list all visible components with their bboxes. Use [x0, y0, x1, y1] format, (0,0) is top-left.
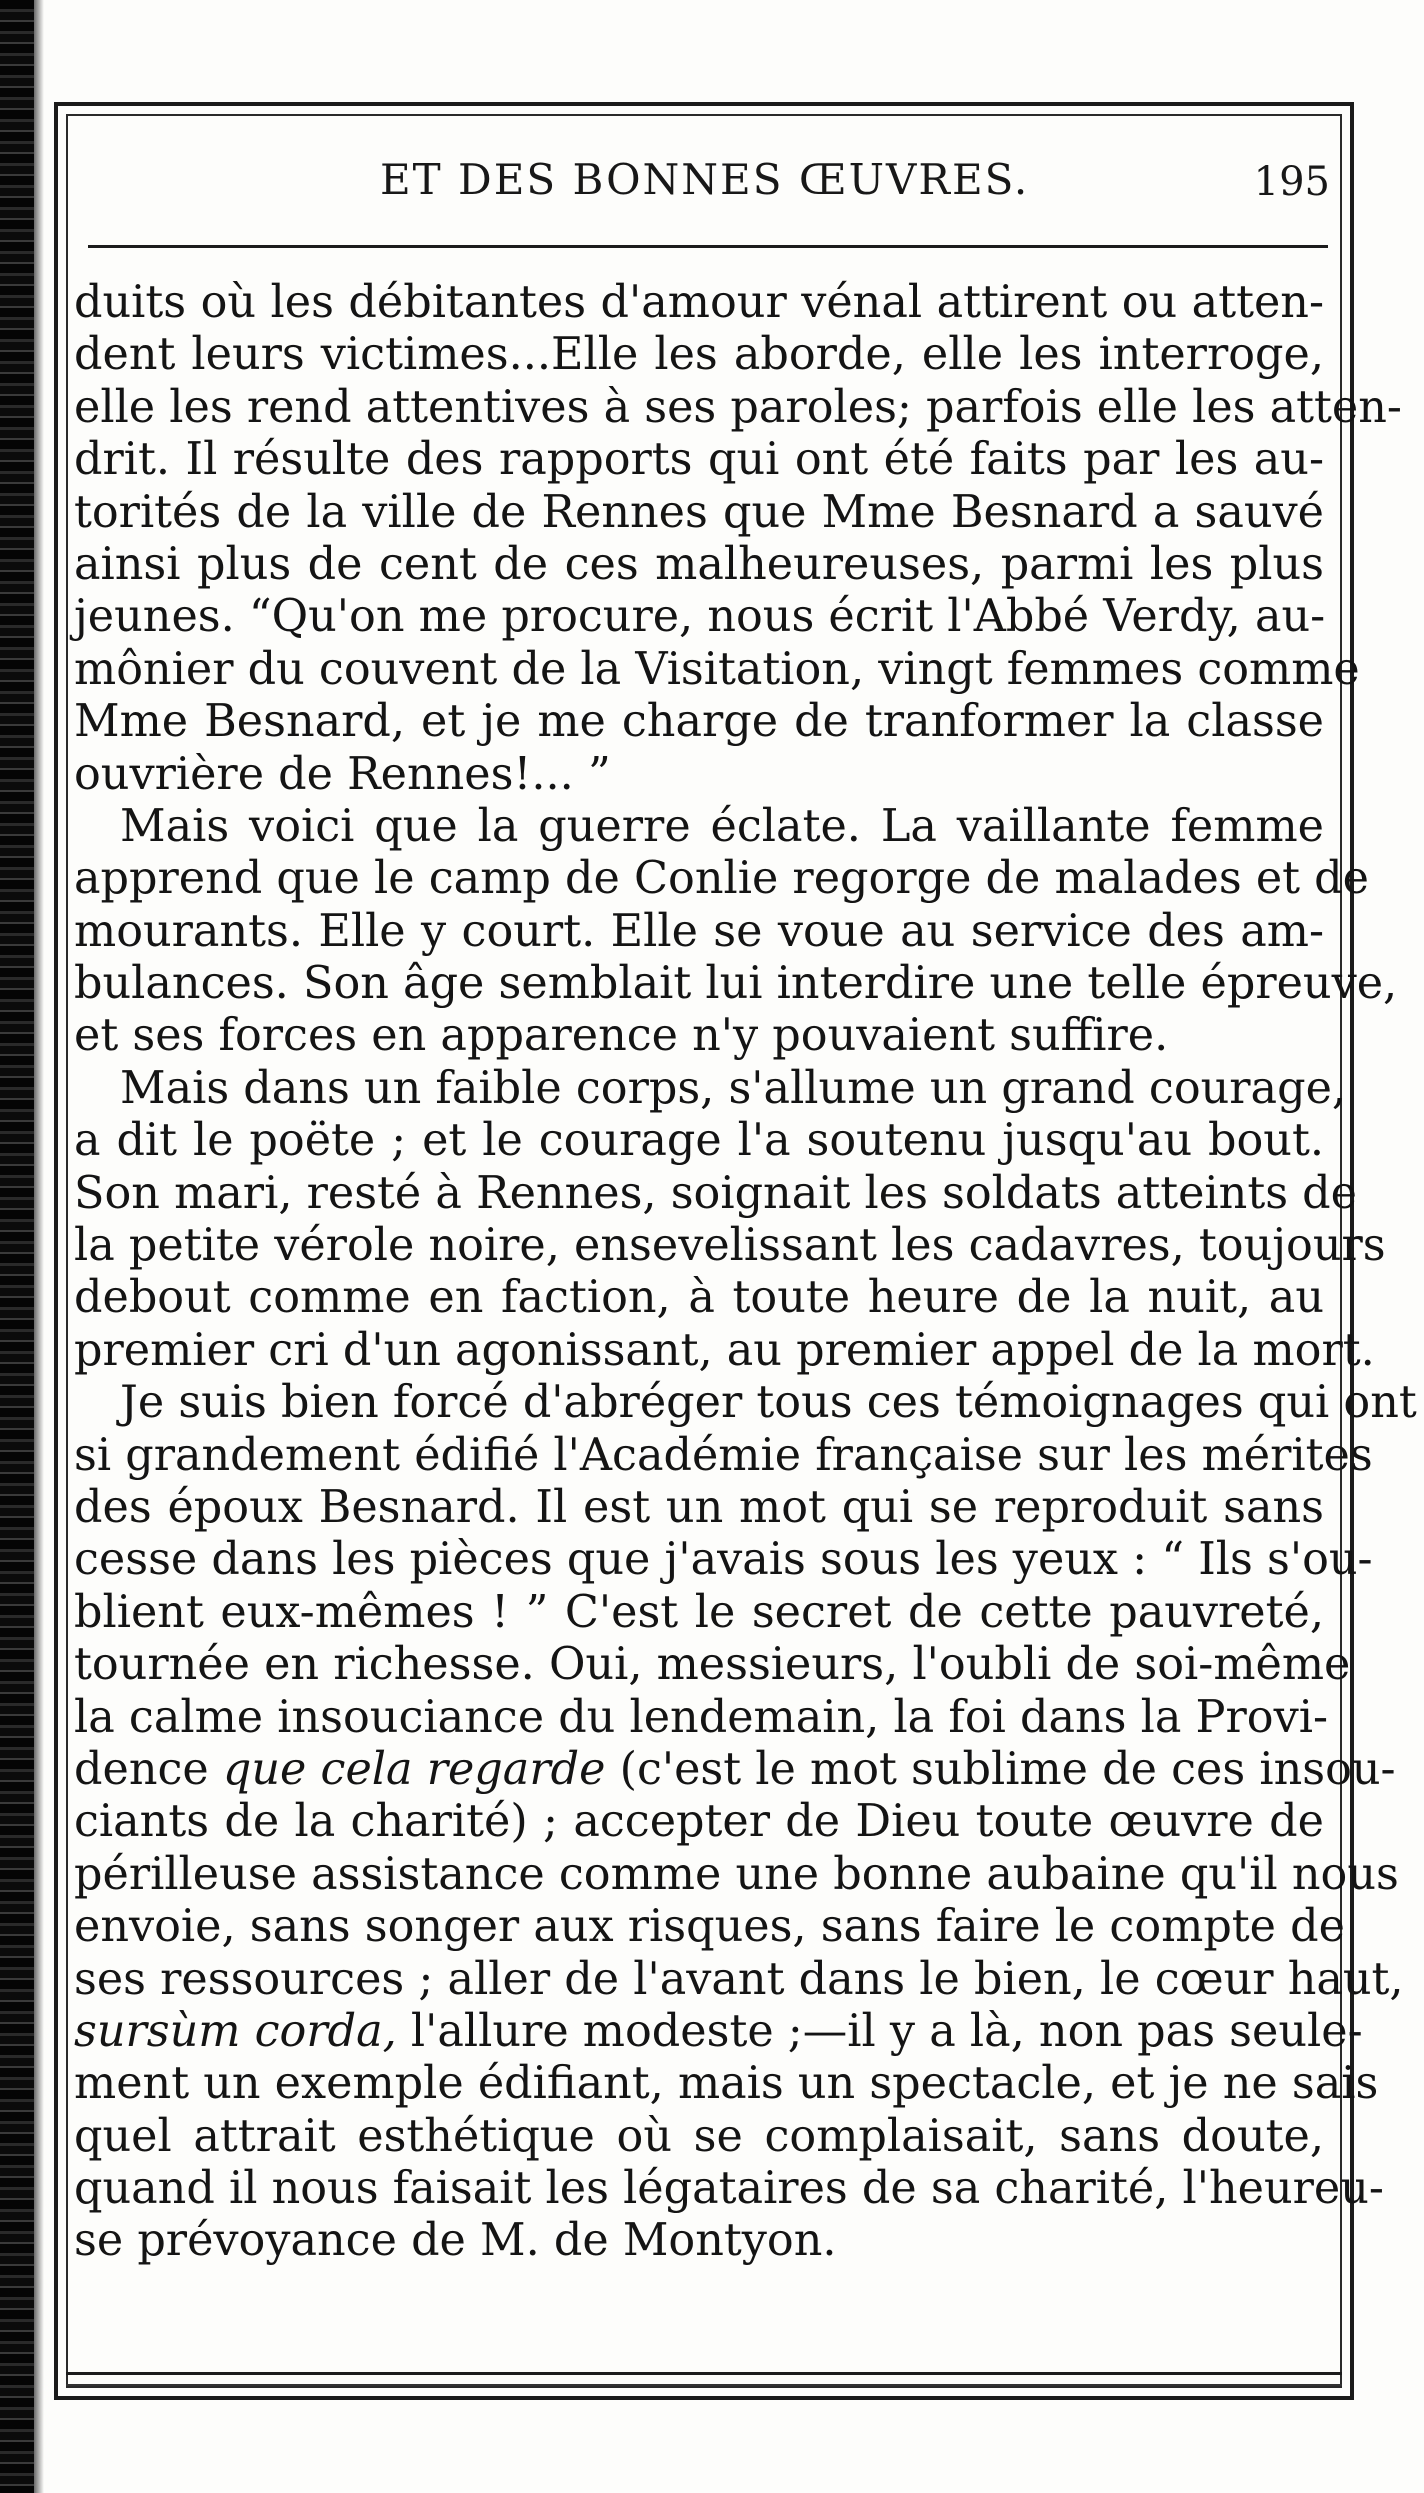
- text-line: envoie, sans songer aux risques, sans faire le compte de: [74, 1901, 1345, 1953]
- paragraph-end-line: et ses forces en apparence n'y pouvaient suffire.: [74, 1010, 1169, 1062]
- text-line: périlleuse assistance comme une bonne aubaine qu'il nous: [74, 1848, 1399, 1900]
- text-line: elle les rend attentives à ses paroles; parfois elle les atten-: [74, 381, 1402, 433]
- paragraph-end-line: premier cri d'un agonissant, au premier appel de la mort.: [74, 1324, 1375, 1376]
- text-line: la calme insouciance du lendemain, la foi dans la Provi-: [74, 1691, 1328, 1743]
- text-line: duits où les débitantes d'amour vénal attirent ou atten-: [74, 277, 1324, 328]
- running-title: ET DES BONNES ŒUVRES.: [380, 155, 1030, 204]
- page-number: 195: [1253, 159, 1330, 205]
- text-line: apprend que le camp de Conlie regorge de malades et de: [74, 853, 1369, 905]
- text-line: cesse dans les pièces que j'avais sous les yeux : “ Ils s'ou-: [74, 1534, 1373, 1586]
- text-line: ses ressources ; aller de l'avant dans le bien, le cœur haut,: [74, 1953, 1404, 2005]
- text-line: quel attrait esthétique où se complaisait, sans doute,: [74, 2110, 1324, 2162]
- text-line: drit. Il résulte des rapports qui ont été faits par les au-: [74, 434, 1324, 486]
- binding-edge: [0, 0, 34, 2493]
- italic-phrase: sursùm corda,: [74, 2005, 397, 2057]
- text-line: ment un exemple édifiant, mais un spectacle, et je ne sais: [74, 2058, 1379, 2110]
- body-text: [74, 277, 1417, 2268]
- text-line: Son mari, resté à Rennes, soignait les soldats atteints de: [74, 1167, 1358, 1219]
- text-line: mourants. Elle y court. Elle se voue au service des am-: [74, 905, 1324, 957]
- text-line: bulances. Son âge semblait lui interdire une telle épreuve,: [74, 958, 1398, 1010]
- paragraph-start-line: Mais voici que la guerre éclate. La vaillante femme: [120, 800, 1324, 852]
- header-rule: [88, 245, 1328, 248]
- text-line: debout comme en faction, à toute heure de la nuit, au: [74, 1272, 1324, 1324]
- running-head: [80, 155, 1330, 225]
- text-line-with-italic: [74, 2005, 1363, 2058]
- text-line: ciants de la charité) ; accepter de Dieu toute œuvre de: [74, 1796, 1324, 1848]
- text-line: dent leurs victimes...Elle les aborde, elle les interroge,: [74, 329, 1324, 381]
- footer-rule: [66, 2372, 1342, 2375]
- text-line: si grandement édifié l'Académie française sur les mérites: [74, 1429, 1373, 1481]
- text-segment: dence: [74, 1743, 209, 1795]
- paragraph-end-line: se prévoyance de M. de Montyon.: [74, 2215, 837, 2267]
- text-line: ainsi plus de cent de ces malheureuses, parmi les plus: [74, 538, 1324, 590]
- text-line-with-italic: [74, 1743, 1396, 1796]
- text-line: tournée en richesse. Oui, messieurs, l'oubli de soi-même: [74, 1639, 1351, 1691]
- italic-phrase: que cela regarde: [222, 1743, 606, 1795]
- binding-shadow: [34, 0, 44, 2493]
- text-line: a dit le poëte ; et le courage l'a soutenu jusqu'au bout.: [74, 1115, 1324, 1167]
- text-line: Mme Besnard, et je me charge de tranformer la classe: [74, 696, 1324, 748]
- text-line: blient eux-mêmes ! ” C'est le secret de cette pauvreté,: [74, 1586, 1324, 1638]
- text-line: jeunes. “Qu'on me procure, nous écrit l'Abbé Verdy, au-: [74, 591, 1326, 643]
- paragraph-start-line: Je suis bien forcé d'abréger tous ces témoignages qui ont: [120, 1377, 1417, 1429]
- text-line: des époux Besnard. Il est un mot qui se reproduit sans: [74, 1481, 1324, 1533]
- paragraph-end-line: ouvrière de Rennes!... ”: [74, 748, 611, 800]
- paragraph-start-line: Mais dans un faible corps, s'allume un grand courage,: [120, 1062, 1347, 1114]
- text-segment: (c'est le mot sublime de ces insou-: [619, 1743, 1396, 1795]
- text-line: quand il nous faisait les légataires de sa charité, l'heureu-: [74, 2163, 1384, 2215]
- text-line: la petite vérole noire, ensevelissant les cadavres, toujours: [74, 1220, 1386, 1272]
- text-line: torités de la ville de Rennes que Mme Besnard a sauvé: [74, 486, 1324, 538]
- footer-rule-inner: [66, 2384, 1342, 2386]
- text-line: mônier du couvent de la Visitation, vingt femmes comme: [74, 643, 1360, 695]
- text-segment: l'allure modeste ;—il y a là, non pas seule-: [410, 2005, 1363, 2057]
